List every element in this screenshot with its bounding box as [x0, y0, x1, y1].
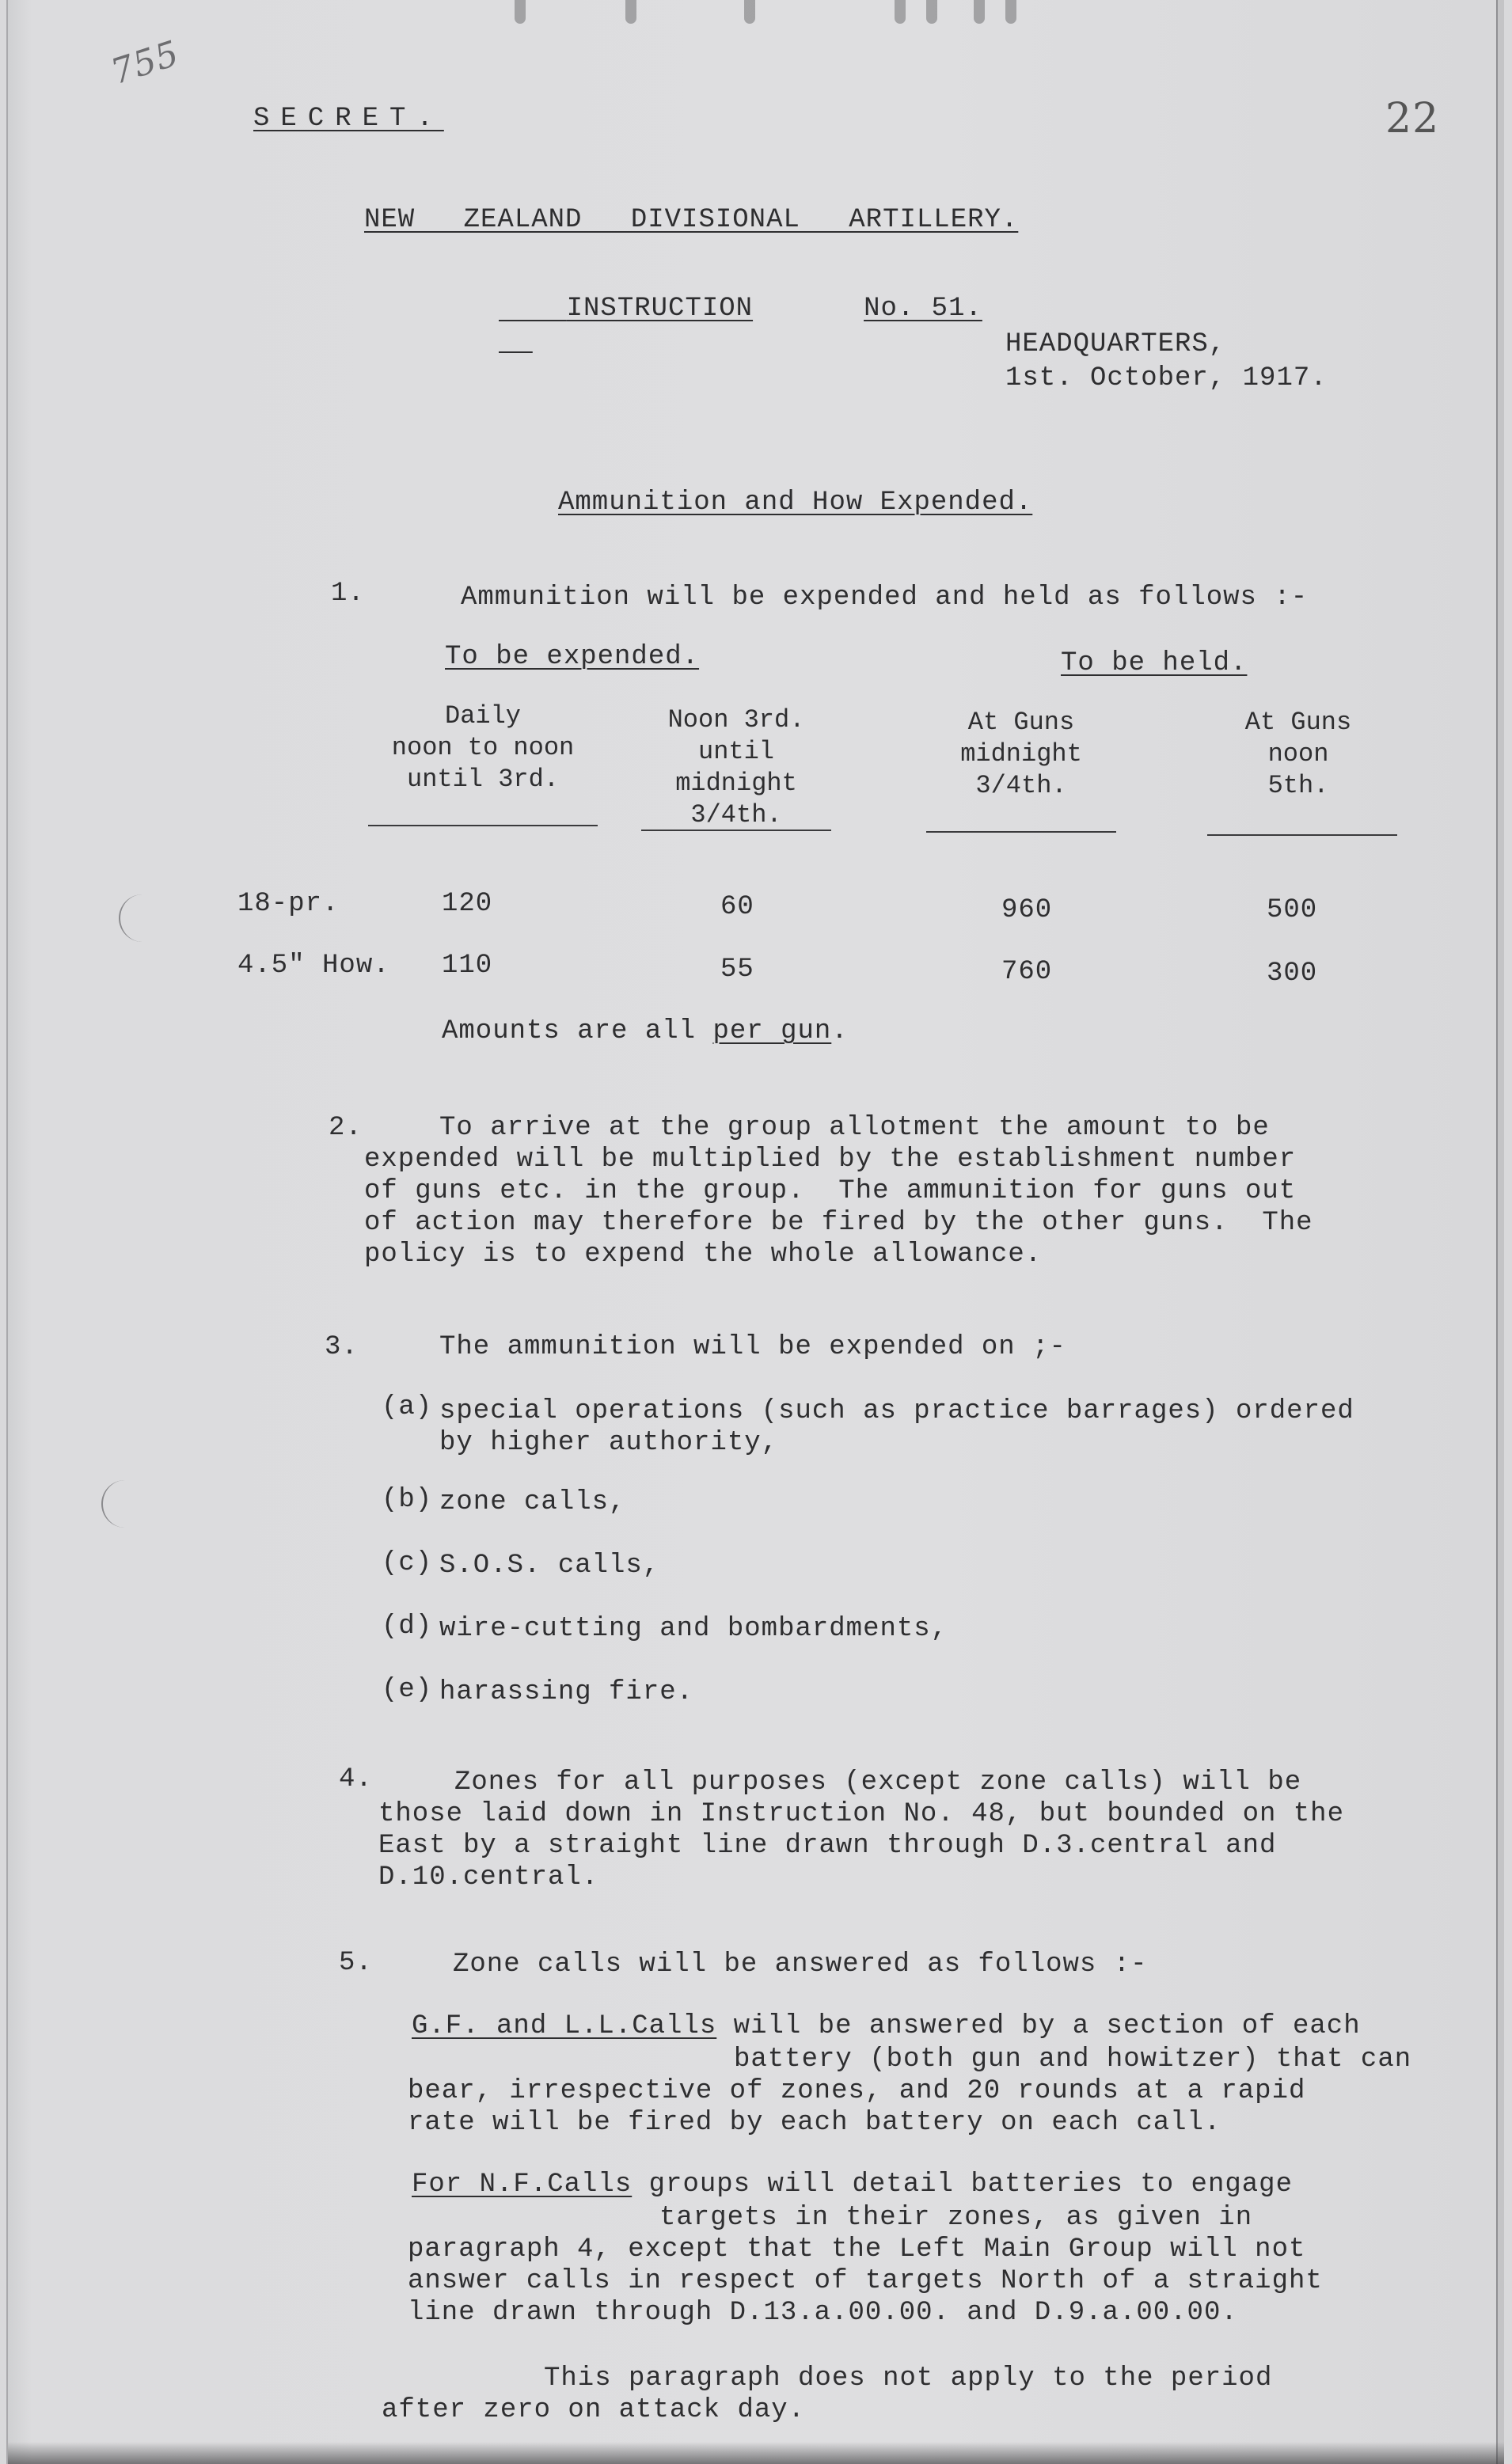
table-note-suffix: .: [831, 1016, 849, 1046]
column-rule: [641, 830, 831, 831]
instruction-number: No. 51.: [864, 294, 982, 324]
row-value: 760: [1001, 957, 1053, 987]
gf-ll-calls-text-rest: battery (both gun and howitzer) that can bear, irrespective of zones, and 20 rounds at a rapid rate will be fired by each battery on each call.: [408, 2044, 1412, 2138]
group-header-expended: To be expended.: [445, 642, 700, 672]
table-note: [442, 1016, 849, 1047]
paragraph-5-note: This paragraph does not apply to the period after zero on attack day.: [382, 2363, 1273, 2425]
row-value: 960: [1001, 895, 1053, 925]
page-bottom-shadow: [8, 2442, 1504, 2464]
nf-calls-text-rest: targets in their zones, as given in paragraph 4, except that the Left Main Group will not answer calls in respect of targets North of a straight line drawn through D.13.a.00.00. and D.9.a.00.00.: [408, 2203, 1323, 2328]
row-value: 500: [1267, 895, 1318, 925]
row-value: 120: [442, 889, 493, 919]
row-gun-label: 4.5" How.: [237, 951, 390, 981]
column-rule: [926, 831, 1116, 833]
classification-label: SECRET.: [253, 104, 444, 134]
paragraph-4-text: Zones for all purposes (except zone calls) will be those laid down in Instruction No. 48, but bounded on the East by a straight line drawn through D.3.central and D.10.central.: [378, 1767, 1344, 1893]
list-item-text: wire-cutting and bombardments,: [439, 1614, 948, 1644]
headquarters-label: HEADQUARTERS,: [1005, 329, 1226, 359]
instruction-label: [499, 261, 982, 356]
list-item-label: (a): [382, 1392, 433, 1422]
document-title: NEW ZEALAND DIVISIONAL ARTILLERY.: [364, 205, 1019, 235]
paragraph-5-number: 5.: [339, 1948, 373, 1978]
nf-calls-lead: For N.F.Calls: [412, 2170, 633, 2200]
staple-marks: [483, 0, 1195, 32]
list-item-label: (e): [382, 1675, 433, 1705]
margin-pencil-mark: [119, 894, 144, 942]
row-value: 300: [1267, 959, 1318, 989]
column-header-noon-3rd: Noon 3rd. until midnight 3/4th.: [667, 705, 805, 830]
row-value: 60: [720, 892, 754, 922]
column-header-at-guns-noon: At Guns noon 5th.: [1244, 708, 1352, 800]
list-item-text: S.O.S. calls,: [439, 1551, 660, 1581]
paragraph-4-number: 4.: [339, 1764, 373, 1794]
list-item-text: zone calls,: [439, 1487, 626, 1517]
paragraph-2-number: 2.: [329, 1113, 363, 1143]
page-number: 22: [1385, 95, 1440, 142]
handwritten-folio-number: 755: [106, 32, 184, 93]
table-note-emphasis: per gun: [712, 1016, 832, 1046]
gf-ll-calls-lead: G.F. and L.L.Calls: [412, 2011, 717, 2041]
list-item-text: harassing fire.: [439, 1677, 694, 1707]
paragraph-1-number: 1.: [331, 579, 365, 609]
list-item-text: special operations (such as practice barrages) ordered by higher authority,: [439, 1396, 1354, 1458]
page-edge: [1496, 0, 1504, 2464]
list-item-label: (b): [382, 1485, 433, 1515]
list-item-label: (d): [382, 1612, 433, 1642]
paragraph-5-text: Zone calls will be answered as follows :-: [453, 1950, 1148, 1980]
gf-ll-calls-first-line: [412, 2010, 1361, 2042]
paragraph-3-number: 3.: [325, 1332, 359, 1362]
nf-calls-first-line: [412, 2169, 1293, 2200]
column-rule: [368, 825, 598, 826]
column-header-daily: Daily noon to noon until 3rd.: [391, 701, 575, 794]
group-header-held: To be held.: [1061, 648, 1248, 678]
row-gun-label: 18-pr.: [237, 889, 340, 919]
paragraph-1-text: Ammunition will be expended and held as follows :-: [461, 583, 1309, 613]
instruction-word: INSTRUCTION: [566, 294, 754, 324]
row-value: 55: [720, 955, 754, 985]
column-header-at-guns-midnight: At Guns midnight 3/4th.: [960, 708, 1082, 800]
paragraph-3-text: The ammunition will be expended on ;-: [439, 1332, 1066, 1362]
paragraph-2-text: To arrive at the group allotment the amount to be expended will be multiplied by the establishment number of guns etc. in the group. The ammunition for guns out of action may therefore be fired by the other guns. The policy is to expend the whole allowance.: [364, 1113, 1313, 1270]
subject-heading: Ammunition and How Expended.: [558, 488, 1033, 518]
nf-calls-text-first: groups will detail batteries to engage: [632, 2170, 1293, 2200]
table-note-prefix: Amounts are all: [442, 1016, 713, 1046]
document-date: 1st. October, 1917.: [1005, 363, 1328, 393]
margin-pencil-mark: [101, 1480, 127, 1528]
document-page: [6, 0, 1504, 2464]
gf-ll-calls-text-first: will be answered by a section of each: [716, 2011, 1361, 2041]
row-value: 110: [442, 951, 493, 981]
column-rule: [1207, 834, 1397, 836]
list-item-label: (c): [382, 1548, 433, 1578]
